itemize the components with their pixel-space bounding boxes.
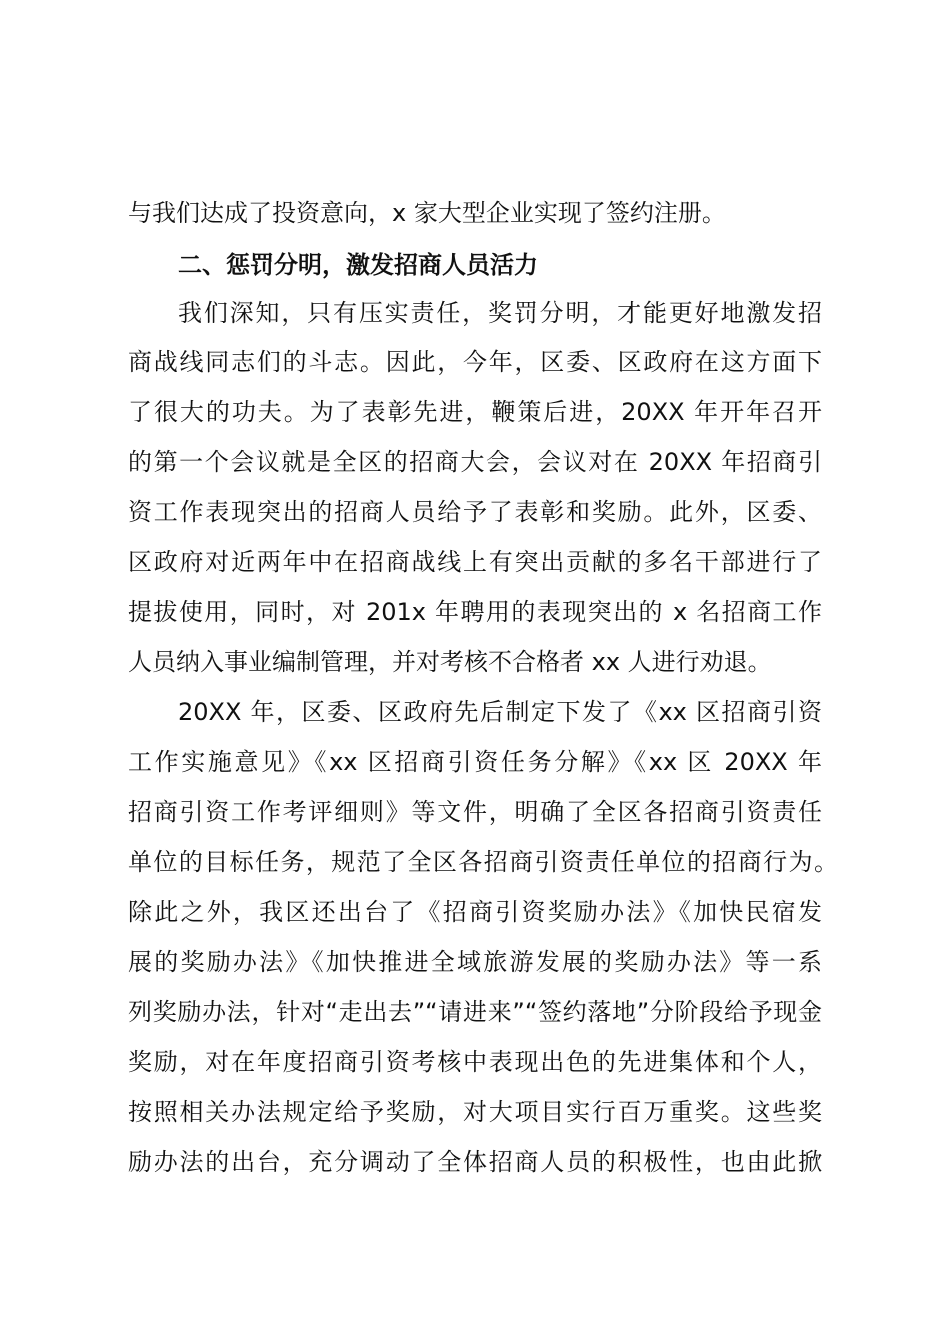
paragraph-line: 励办法的出台，充分调动了全体招商人员的积极性，也由此掀 [128,1148,822,1176]
section-heading: 二、惩罚分明，激发招商人员活力 [178,251,538,279]
paragraph-line: 除此之外，我区还出台了《招商引资奖励办法》《加快民宿发 [128,898,822,926]
paragraph-line: 资工作表现突出的招商人员给予了表彰和奖励。此外，区委、 [128,498,822,526]
paragraph-line: 了很大的功夫。为了表彰先进，鞭策后进，20XX 年开年召开 [128,398,822,426]
paragraph-line: 区政府对近两年中在招商战线上有突出贡献的多名干部进行了 [128,548,822,576]
paragraph-line: 人员纳入事业编制管理，并对考核不合格者 xx 人进行劝退。 [128,648,772,676]
paragraph-line: 工作实施意见》《xx 区招商引资任务分解》《xx 区 20XX 年 [128,748,822,776]
paragraph-line: 按照相关办法规定给予奖励，对大项目实行百万重奖。这些奖 [128,1098,822,1126]
paragraph-line: 的第一个会议就是全区的招商大会，会议对在 20XX 年招商引 [128,448,822,476]
paragraph-line: 列奖励办法，针对“走出去”“请进来”“签约落地”分阶段给予现金 [128,998,822,1026]
paragraph-line: 商战线同志们的斗志。因此，今年，区委、区政府在这方面下 [128,348,822,376]
paragraph-line: 20XX 年，区委、区政府先后制定下发了《xx 区招商引资 [178,698,822,726]
paragraph-line: 单位的目标任务，规范了全区各招商引资责任单位的招商行为。 [128,848,838,876]
paragraph-line: 与我们达成了投资意向，x 家大型企业实现了签约注册。 [128,199,726,227]
paragraph-line: 我们深知，只有压实责任，奖罚分明，才能更好地激发招 [178,299,822,327]
paragraph-line: 奖励，对在年度招商引资考核中表现出色的先进集体和个人， [128,1048,822,1076]
paragraph-line: 展的奖励办法》《加快推进全域旅游发展的奖励办法》等一系 [128,948,822,976]
paragraph-line: 提拔使用，同时，对 201x 年聘用的表现突出的 x 名招商工作 [128,598,822,626]
paragraph-line: 招商引资工作考评细则》等文件，明确了全区各招商引资责任 [128,798,822,826]
